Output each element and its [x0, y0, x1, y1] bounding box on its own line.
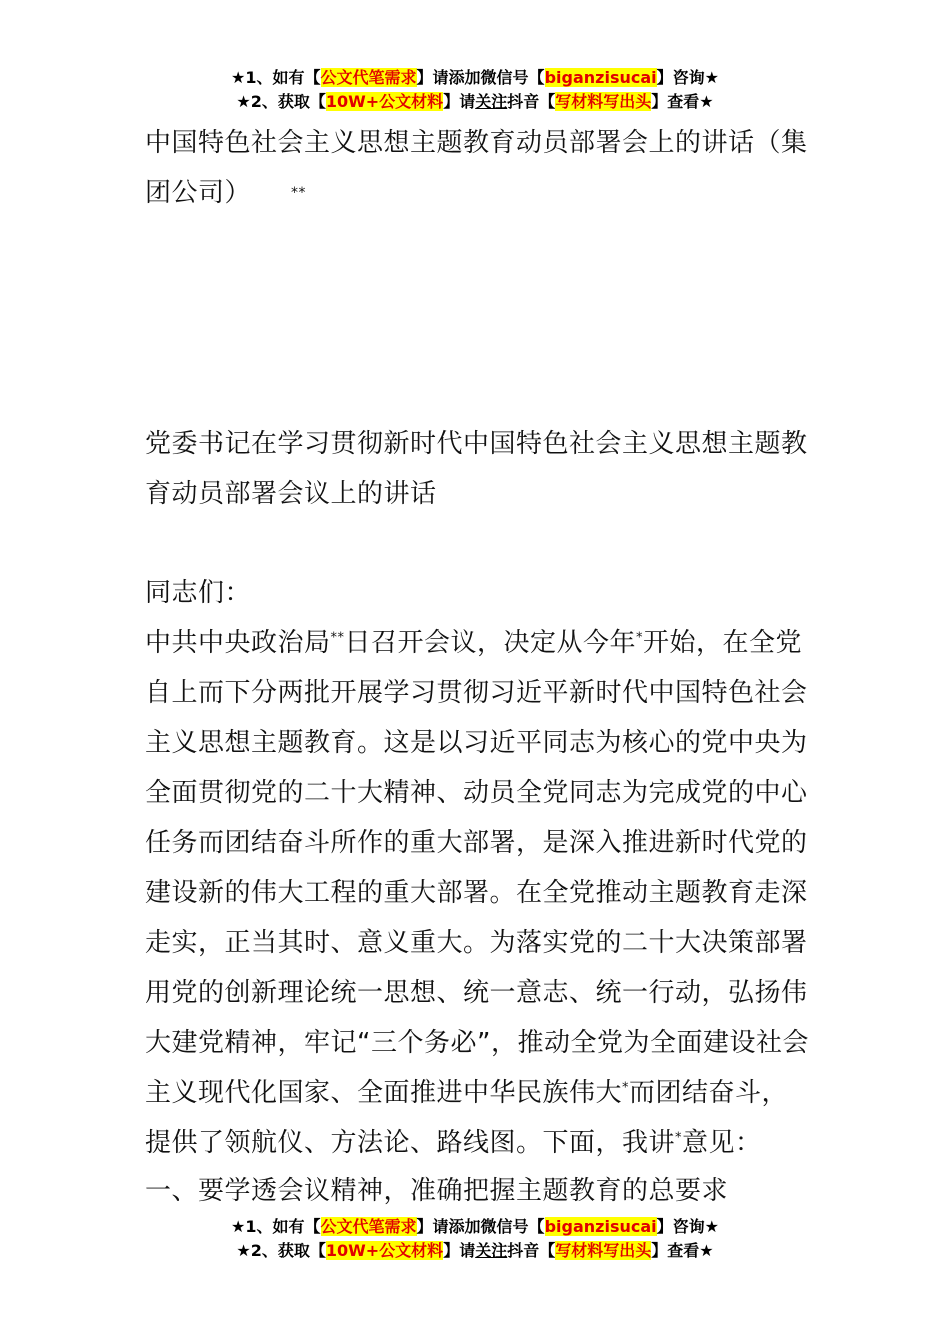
- promo-text: 】请: [443, 92, 476, 111]
- paragraph-text: 日召开会议，决定从今年: [344, 628, 637, 658]
- redaction-mark: *: [675, 1130, 683, 1146]
- promo-wechat-id: biganzisucai: [544, 1217, 657, 1236]
- paragraph-text: 开始，在全党自上而下分两批开展学习贯彻习近平新时代中国特色社会主义思想主题教育。这是以习近平同志为核心的党中央为全面贯彻党的二十大精神、动员全党同志为完成党的中心任务而团结奋斗所作的重大部署，是深入推进新时代党的建设新的伟大工程的重大部署。在全党推动主题教育走深走实，正当其时、意义重大。为落实党的二十大决策部署用党的创新理论统一思想、统一意志、统一行动，弘扬伟大建党精神，牢记“三个务必”，推动全党为全面建设社会主义现代化国家、全面推进中华民族伟大: [145, 628, 809, 1108]
- promo-text: 抖音【: [507, 1241, 556, 1260]
- redaction-mark: *: [636, 630, 644, 646]
- promo-banner-bottom: [0, 1215, 950, 1263]
- promo-highlight: 公文代笔需求: [320, 68, 417, 87]
- section-heading: 一、要学透会议精神，准确把握主题教育的总要求: [145, 1176, 729, 1206]
- promo-text: 微信号【: [480, 1217, 545, 1236]
- promo-text: 】请: [416, 1217, 449, 1236]
- promo-line-1: [0, 66, 950, 90]
- promo-text: 】查看★: [651, 92, 714, 111]
- promo-text: ★2、获取【: [236, 1241, 326, 1260]
- promo-text: 】咨询★: [656, 1217, 719, 1236]
- promo-text: 】请: [443, 1241, 476, 1260]
- redaction-mark: *: [622, 1080, 630, 1096]
- promo-emphasis: 添加: [448, 68, 481, 87]
- document-title: [145, 118, 810, 218]
- promo-line-2: [0, 90, 950, 114]
- promo-douyin-id: 写材料写出头: [555, 1241, 652, 1260]
- promo-line-1: [0, 1215, 950, 1239]
- document-title-text: 中国特色社会主义思想主题教育动员部署会上的讲话（集团公司）: [145, 128, 808, 208]
- promo-text: 】请: [416, 68, 449, 87]
- promo-text: 微信号【: [480, 68, 545, 87]
- promo-text: 抖音【: [507, 92, 556, 111]
- promo-text: ★1、如有【: [231, 1217, 321, 1236]
- promo-wechat-id: biganzisucai: [544, 68, 657, 87]
- paragraph-text: 中共中央政治局: [145, 628, 331, 658]
- promo-highlight: 10W+公文材料: [325, 1241, 444, 1260]
- promo-text: ★1、如有【: [231, 68, 321, 87]
- promo-text: ★2、获取【: [236, 92, 326, 111]
- greeting: 同志们：: [145, 578, 252, 608]
- paragraph-text: 意见：: [682, 1128, 762, 1158]
- redaction-mark: **: [330, 630, 345, 646]
- document-title-stars: **: [291, 185, 307, 201]
- promo-highlight: 10W+公文材料: [325, 92, 444, 111]
- main-paragraph: [145, 618, 810, 1168]
- paragraph-text: 而团结奋斗，提供了领航仪、方法论、路线图。下面，我讲: [145, 1078, 789, 1158]
- promo-banner-top: [0, 66, 950, 114]
- promo-emphasis: 关注: [475, 1241, 508, 1260]
- promo-text: 】咨询★: [656, 68, 719, 87]
- promo-line-2: [0, 1239, 950, 1263]
- promo-text: 】查看★: [651, 1241, 714, 1260]
- speech-title: 党委书记在学习贯彻新时代中国特色社会主义思想主题教育动员部署会议上的讲话: [145, 429, 808, 509]
- promo-douyin-id: 写材料写出头: [555, 92, 652, 111]
- promo-emphasis: 关注: [475, 92, 508, 111]
- promo-emphasis: 添加: [448, 1217, 481, 1236]
- promo-highlight: 公文代笔需求: [320, 1217, 417, 1236]
